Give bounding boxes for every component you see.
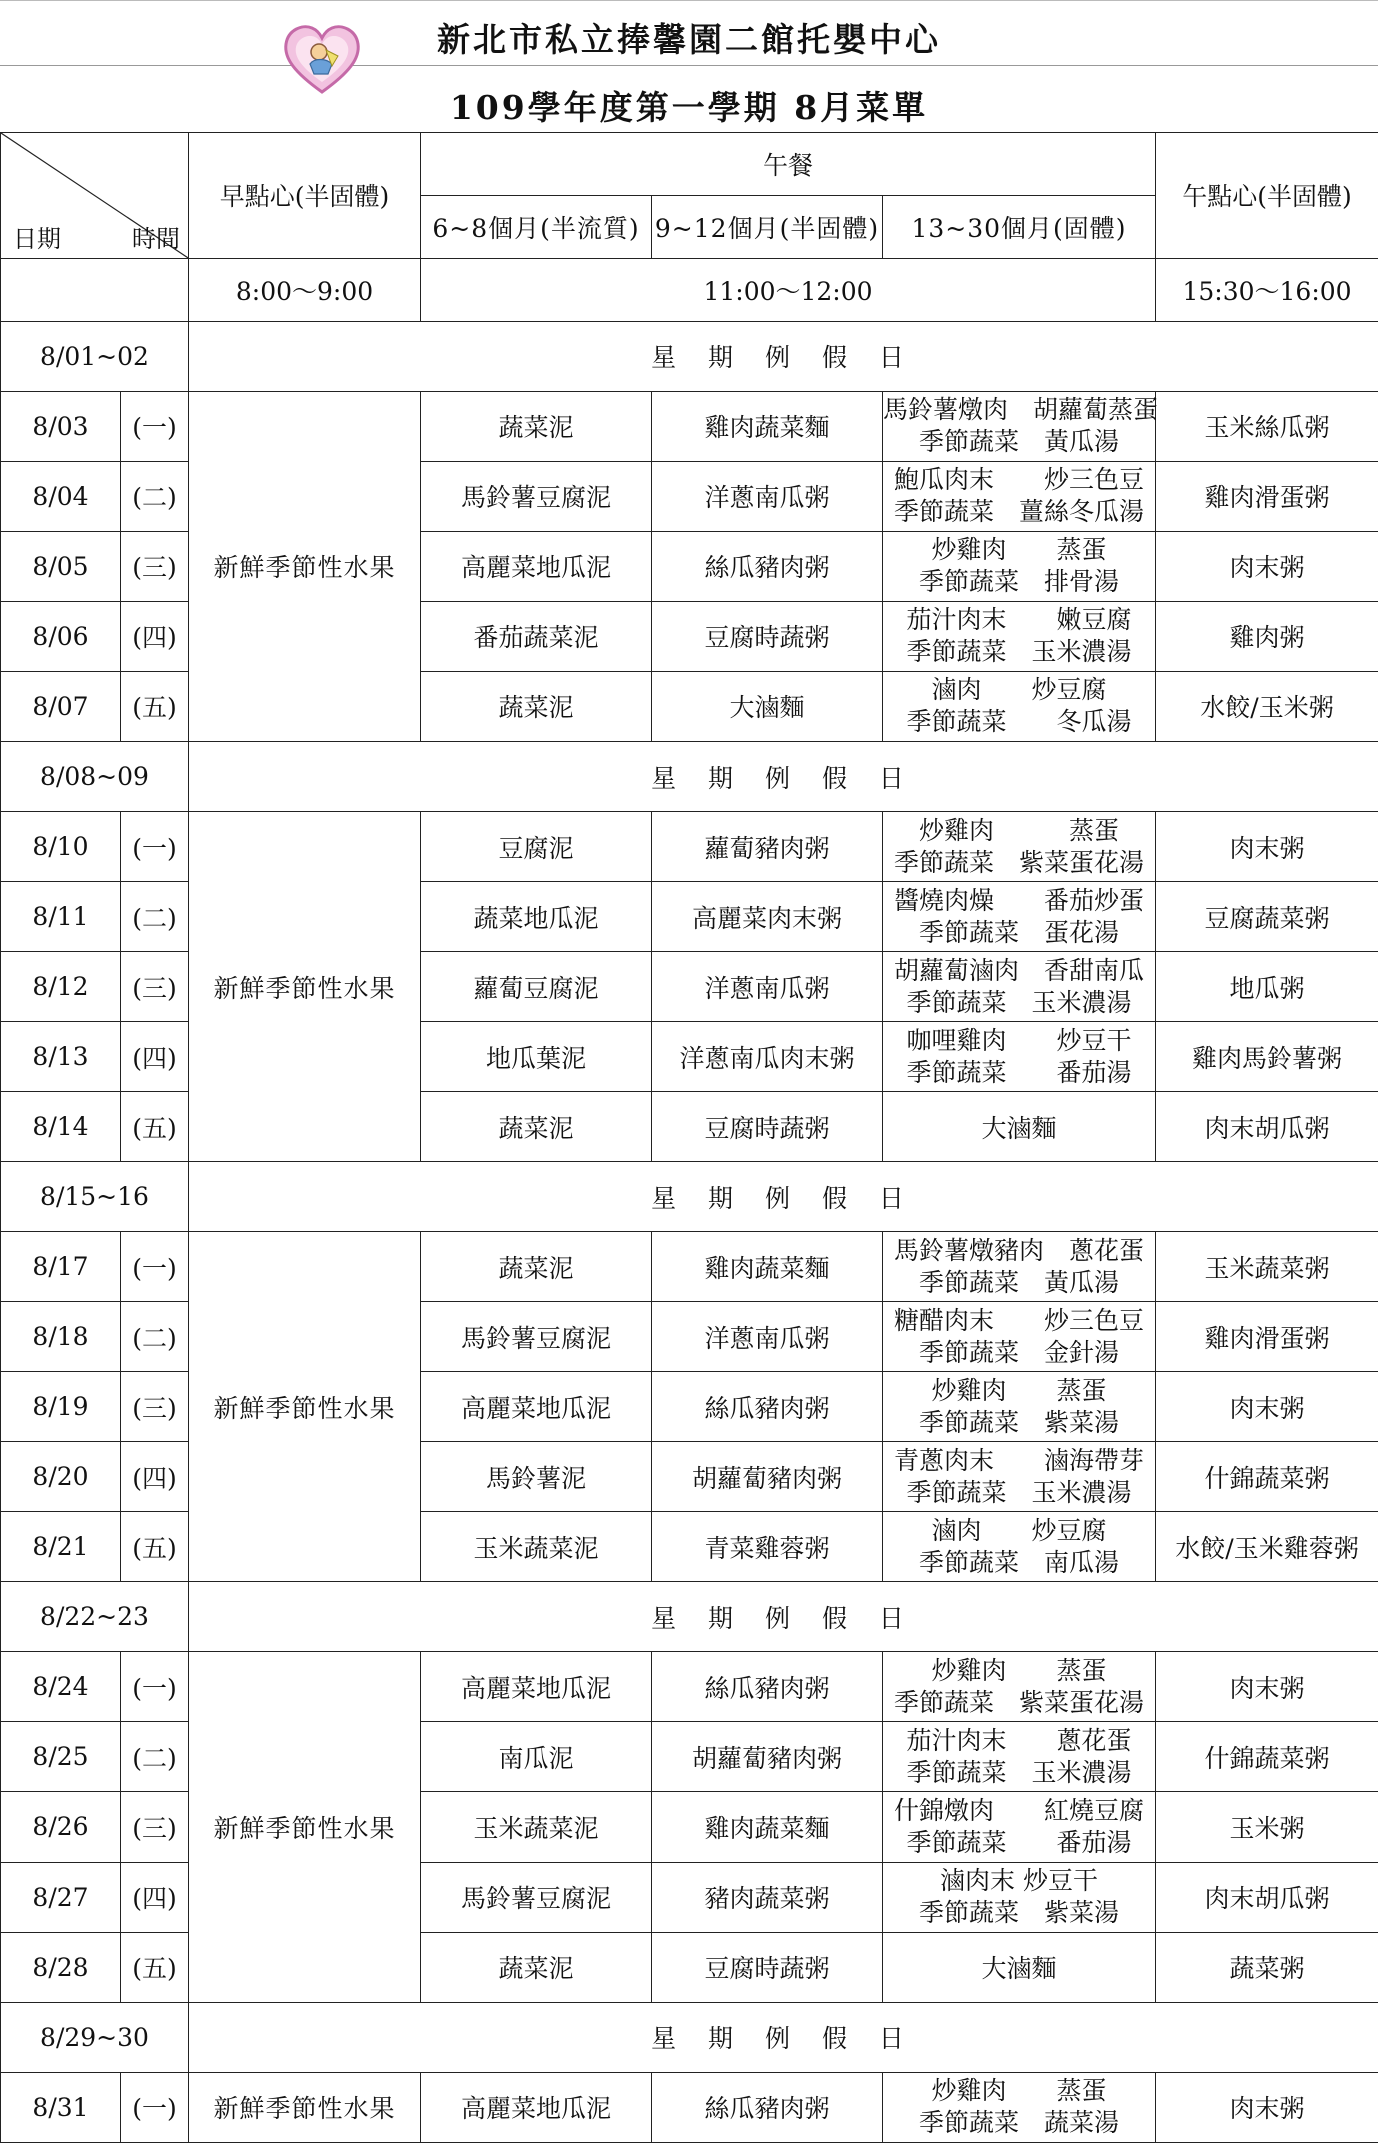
menu-header bbox=[0, 0, 1378, 132]
lunch-6-8-dish: 玉米蔬菜泥 bbox=[421, 1792, 652, 1862]
date-cell: 8/31 bbox=[1, 2072, 121, 2142]
weekday-cell: (二) bbox=[121, 882, 189, 952]
holiday-label: 星 期 例 假 日 bbox=[189, 2002, 1378, 2072]
menu-title: 109學年度第一學期 8月菜單 bbox=[449, 88, 929, 127]
lunch-13-30-line-1: 滷肉 炒豆腐 bbox=[931, 1515, 1107, 1545]
lunch-13-30-line-1: 鮑瓜肉末 炒三色豆 bbox=[894, 465, 1145, 495]
lunch-13-30-line-2: 季節蔬菜 蛋花湯 bbox=[919, 917, 1120, 947]
afternoon-snack-dish: 肉末粥 bbox=[1156, 1652, 1378, 1722]
afternoon-snack-dish: 玉米蔬菜粥 bbox=[1156, 1232, 1378, 1302]
breakfast-header: 早點心(半固體) bbox=[189, 133, 421, 259]
lunch-9-12-dish: 胡蘿蔔豬肉粥 bbox=[652, 1722, 883, 1792]
lunch-6-8-dish: 蔬菜泥 bbox=[421, 671, 652, 741]
holiday-row bbox=[1, 321, 1378, 391]
lunch-13-30-dishes bbox=[883, 1512, 1156, 1582]
lunch-13-30-line-2: 季節蔬菜 蔬菜湯 bbox=[919, 2108, 1120, 2138]
weekday-cell: (二) bbox=[121, 1722, 189, 1792]
date-cell: 8/27 bbox=[1, 1862, 121, 1932]
lunch-6-8-header: 6~8個月(半流質) bbox=[421, 195, 652, 258]
lunch-13-30-line-1: 炒雞肉 蒸蛋 bbox=[931, 2076, 1107, 2106]
lunch-header: 午餐 bbox=[421, 133, 1156, 196]
lunch-6-8-dish: 馬鈴薯豆腐泥 bbox=[421, 461, 652, 531]
lunch-13-30-line-2: 季節蔬菜 薑絲冬瓜湯 bbox=[894, 497, 1145, 527]
weekday-cell: (四) bbox=[121, 1862, 189, 1932]
afternoon-snack-dish: 什錦蔬菜粥 bbox=[1156, 1722, 1378, 1792]
day-row bbox=[1, 391, 1378, 461]
lunch-9-12-dish: 青菜雞蓉粥 bbox=[652, 1512, 883, 1582]
lunch-13-30-line-1: 醬燒肉燥 番茄炒蛋 bbox=[894, 885, 1145, 915]
holiday-row bbox=[1, 1162, 1378, 1232]
afternoon-snack-time: 15:30～16:00 bbox=[1156, 258, 1378, 321]
lunch-13-30-header: 13~30個月(固體) bbox=[883, 195, 1156, 258]
weekday-cell: (一) bbox=[121, 812, 189, 882]
holiday-date: 8/22~23 bbox=[1, 1582, 189, 1652]
afternoon-snack-dish: 肉末粥 bbox=[1156, 531, 1378, 601]
lunch-13-30-dishes bbox=[883, 531, 1156, 601]
lunch-9-12-dish: 豆腐時蔬粥 bbox=[652, 601, 883, 671]
lunch-9-12-dish: 絲瓜豬肉粥 bbox=[652, 1652, 883, 1722]
lunch-6-8-dish: 蘿蔔豆腐泥 bbox=[421, 952, 652, 1022]
holiday-row bbox=[1, 1582, 1378, 1652]
lunch-13-30-dishes bbox=[883, 1862, 1156, 1932]
lunch-13-30-line-2: 季節蔬菜 金針湯 bbox=[919, 1337, 1120, 1367]
afternoon-snack-dish: 雞肉馬鈴薯粥 bbox=[1156, 1022, 1378, 1092]
holiday-label: 星 期 例 假 日 bbox=[189, 1162, 1378, 1232]
lunch-13-30-line-1: 青蔥肉末 滷海帶芽 bbox=[894, 1445, 1145, 1475]
lunch-9-12-header: 9~12個月(半固體) bbox=[652, 195, 883, 258]
lunch-6-8-dish: 馬鈴薯豆腐泥 bbox=[421, 1302, 652, 1372]
lunch-13-30-dishes bbox=[883, 1022, 1156, 1092]
weekday-cell: (一) bbox=[121, 391, 189, 461]
date-cell: 8/03 bbox=[1, 391, 121, 461]
afternoon-snack-dish: 雞肉粥 bbox=[1156, 601, 1378, 671]
lunch-9-12-dish: 蘿蔔豬肉粥 bbox=[652, 812, 883, 882]
lunch-13-30-line-2: 季節蔬菜 黃瓜湯 bbox=[919, 1267, 1120, 1297]
lunch-6-8-dish: 馬鈴薯泥 bbox=[421, 1442, 652, 1512]
lunch-13-30-dishes bbox=[883, 671, 1156, 741]
lunch-13-30-line-2: 季節蔬菜 排骨湯 bbox=[919, 567, 1120, 597]
holiday-label: 星 期 例 假 日 bbox=[189, 742, 1378, 812]
date-cell: 8/24 bbox=[1, 1652, 121, 1722]
menu-table bbox=[0, 132, 1378, 2143]
weekday-cell: (三) bbox=[121, 531, 189, 601]
lunch-13-30-line-1: 滷肉末 炒豆干 bbox=[940, 1866, 1098, 1896]
morning-snack-fruit: 新鮮季節性水果 bbox=[189, 2072, 421, 2142]
lunch-6-8-dish: 南瓜泥 bbox=[421, 1722, 652, 1792]
lunch-13-30-line-2: 季節蔬菜 玉米濃湯 bbox=[906, 637, 1132, 667]
date-cell: 8/07 bbox=[1, 671, 121, 741]
afternoon-snack-dish: 肉末胡瓜粥 bbox=[1156, 1862, 1378, 1932]
breakfast-time: 8:00～9:00 bbox=[189, 258, 421, 321]
lunch-13-30-dishes bbox=[883, 1302, 1156, 1372]
lunch-13-30-dish: 大滷麵 bbox=[883, 1092, 1156, 1162]
lunch-9-12-dish: 大滷麵 bbox=[652, 671, 883, 741]
lunch-13-30-dishes bbox=[883, 2072, 1156, 2142]
afternoon-snack-dish: 地瓜粥 bbox=[1156, 952, 1378, 1022]
lunch-9-12-dish: 豬肉蔬菜粥 bbox=[652, 1862, 883, 1932]
lunch-6-8-dish: 蔬菜泥 bbox=[421, 1232, 652, 1302]
holiday-date: 8/15~16 bbox=[1, 1162, 189, 1232]
lunch-6-8-dish: 蔬菜泥 bbox=[421, 391, 652, 461]
lunch-13-30-line-2: 季節蔬菜 紫菜蛋花湯 bbox=[894, 847, 1145, 877]
day-row bbox=[1, 1652, 1378, 1722]
date-cell: 8/20 bbox=[1, 1442, 121, 1512]
lunch-13-30-line-1: 茄汁肉末 嫩豆腐 bbox=[906, 605, 1132, 635]
lunch-6-8-dish: 蔬菜泥 bbox=[421, 1092, 652, 1162]
afternoon-snack-dish: 肉末粥 bbox=[1156, 1372, 1378, 1442]
date-cell: 8/17 bbox=[1, 1232, 121, 1302]
lunch-13-30-dishes bbox=[883, 952, 1156, 1022]
morning-snack-fruit: 新鮮季節性水果 bbox=[189, 1232, 421, 1582]
lunch-6-8-dish: 蔬菜泥 bbox=[421, 1932, 652, 2002]
lunch-9-12-dish: 豆腐時蔬粥 bbox=[652, 1932, 883, 2002]
afternoon-snack-dish: 雞肉滑蛋粥 bbox=[1156, 1302, 1378, 1372]
lunch-13-30-dishes bbox=[883, 391, 1159, 461]
date-cell: 8/14 bbox=[1, 1092, 121, 1162]
lunch-6-8-dish: 番茄蔬菜泥 bbox=[421, 601, 652, 671]
date-cell: 8/21 bbox=[1, 1512, 121, 1582]
lunch-6-8-dish: 豆腐泥 bbox=[421, 812, 652, 882]
lunch-13-30-line-1: 糖醋肉末 炒三色豆 bbox=[894, 1305, 1145, 1335]
date-cell: 8/28 bbox=[1, 1932, 121, 2002]
lunch-13-30-dishes bbox=[883, 882, 1156, 952]
weekday-cell: (五) bbox=[121, 1092, 189, 1162]
holiday-date: 8/29~30 bbox=[1, 2002, 189, 2072]
lunch-6-8-dish: 馬鈴薯豆腐泥 bbox=[421, 1862, 652, 1932]
lunch-13-30-line-1: 馬鈴薯燉豬肉 蔥花蛋 bbox=[894, 1235, 1145, 1265]
lunch-9-12-dish: 絲瓜豬肉粥 bbox=[652, 2072, 883, 2142]
afternoon-snack-dish: 雞肉滑蛋粥 bbox=[1156, 461, 1378, 531]
weekday-cell: (三) bbox=[121, 1372, 189, 1442]
date-cell: 8/04 bbox=[1, 461, 121, 531]
lunch-9-12-dish: 雞肉蔬菜麵 bbox=[652, 1792, 883, 1862]
afternoon-snack-dish: 什錦蔬菜粥 bbox=[1156, 1442, 1378, 1512]
weekday-cell: (五) bbox=[121, 1932, 189, 2002]
weekday-cell: (三) bbox=[121, 952, 189, 1022]
lunch-13-30-line-2: 季節蔬菜 紫菜湯 bbox=[919, 1407, 1120, 1437]
lunch-6-8-dish: 玉米蔬菜泥 bbox=[421, 1512, 652, 1582]
lunch-13-30-line-2: 季節蔬菜 番茄湯 bbox=[906, 1057, 1132, 1087]
lunch-13-30-dishes bbox=[883, 1372, 1156, 1442]
weekday-cell: (五) bbox=[121, 671, 189, 741]
weekday-cell: (一) bbox=[121, 2072, 189, 2142]
lunch-13-30-line-2: 季節蔬菜 南瓜湯 bbox=[919, 1547, 1120, 1577]
lunch-9-12-dish: 雞肉蔬菜麵 bbox=[652, 1232, 883, 1302]
lunch-13-30-dishes bbox=[883, 601, 1156, 671]
day-row bbox=[1, 812, 1378, 882]
date-cell: 8/26 bbox=[1, 1792, 121, 1862]
afternoon-snack-dish: 肉末粥 bbox=[1156, 2072, 1378, 2142]
lunch-13-30-dishes bbox=[883, 1232, 1156, 1302]
lunch-13-30-line-1: 炒雞肉 蒸蛋 bbox=[931, 1375, 1107, 1405]
morning-snack-fruit: 新鮮季節性水果 bbox=[189, 391, 421, 741]
lunch-time: 11:00～12:00 bbox=[421, 258, 1156, 321]
lunch-9-12-dish: 豆腐時蔬粥 bbox=[652, 1092, 883, 1162]
lunch-9-12-dish: 胡蘿蔔豬肉粥 bbox=[652, 1442, 883, 1512]
lunch-13-30-line-1: 炒雞肉 蒸蛋 bbox=[931, 535, 1107, 565]
lunch-13-30-line-1: 馬鈴薯燉肉 胡蘿蔔蒸蛋 bbox=[883, 395, 1159, 425]
date-cell: 8/05 bbox=[1, 531, 121, 601]
weekday-cell: (二) bbox=[121, 461, 189, 531]
afternoon-snack-dish: 玉米絲瓜粥 bbox=[1156, 391, 1378, 461]
afternoon-snack-dish: 玉米粥 bbox=[1156, 1792, 1378, 1862]
afternoon-snack-header: 午點心(半固體) bbox=[1156, 133, 1378, 259]
lunch-6-8-dish: 高麗菜地瓜泥 bbox=[421, 531, 652, 601]
lunch-13-30-line-2: 季節蔬菜 玉米濃湯 bbox=[906, 1757, 1132, 1787]
time-column-label: 時間 bbox=[132, 225, 180, 253]
morning-snack-fruit: 新鮮季節性水果 bbox=[189, 812, 421, 1162]
date-cell: 8/06 bbox=[1, 601, 121, 671]
weekday-cell: (四) bbox=[121, 601, 189, 671]
date-cell: 8/11 bbox=[1, 882, 121, 952]
lunch-6-8-dish: 高麗菜地瓜泥 bbox=[421, 1652, 652, 1722]
date-cell: 8/19 bbox=[1, 1372, 121, 1442]
weekday-cell: (五) bbox=[121, 1512, 189, 1582]
holiday-label: 星 期 例 假 日 bbox=[189, 1582, 1378, 1652]
lunch-6-8-dish: 高麗菜地瓜泥 bbox=[421, 2072, 652, 2142]
lunch-9-12-dish: 絲瓜豬肉粥 bbox=[652, 531, 883, 601]
lunch-9-12-dish: 絲瓜豬肉粥 bbox=[652, 1372, 883, 1442]
date-cell: 8/12 bbox=[1, 952, 121, 1022]
day-row bbox=[1, 1232, 1378, 1302]
holiday-label: 星 期 例 假 日 bbox=[189, 321, 1378, 391]
holiday-row bbox=[1, 2002, 1378, 2072]
date-cell: 8/25 bbox=[1, 1722, 121, 1792]
lunch-6-8-dish: 高麗菜地瓜泥 bbox=[421, 1372, 652, 1442]
afternoon-snack-dish: 豆腐蔬菜粥 bbox=[1156, 882, 1378, 952]
lunch-13-30-dish: 大滷麵 bbox=[883, 1932, 1156, 2002]
lunch-13-30-line-2: 季節蔬菜 番茄湯 bbox=[906, 1827, 1132, 1857]
weekday-cell: (一) bbox=[121, 1652, 189, 1722]
lunch-13-30-line-1: 炒雞肉 蒸蛋 bbox=[931, 1655, 1107, 1685]
lunch-13-30-line-1: 咖哩雞肉 炒豆干 bbox=[906, 1025, 1132, 1055]
holiday-date: 8/01~02 bbox=[1, 321, 189, 391]
date-time-corner bbox=[1, 133, 189, 259]
afternoon-snack-dish: 肉末粥 bbox=[1156, 812, 1378, 882]
afternoon-snack-dish: 肉末胡瓜粥 bbox=[1156, 1092, 1378, 1162]
afternoon-snack-dish: 蔬菜粥 bbox=[1156, 1932, 1378, 2002]
lunch-13-30-line-2: 季節蔬菜 紫菜蛋花湯 bbox=[894, 1687, 1145, 1717]
lunch-13-30-dishes bbox=[883, 812, 1156, 882]
lunch-13-30-line-2: 季節蔬菜 黃瓜湯 bbox=[919, 427, 1120, 457]
center-title: 新北市私立捧馨園二館托嬰中心 bbox=[437, 20, 941, 59]
date-column-label: 日期 bbox=[13, 225, 61, 253]
lunch-9-12-dish: 洋蔥南瓜粥 bbox=[652, 952, 883, 1022]
lunch-6-8-dish: 地瓜葉泥 bbox=[421, 1022, 652, 1092]
weekday-cell: (四) bbox=[121, 1022, 189, 1092]
holiday-row bbox=[1, 742, 1378, 812]
date-cell: 8/13 bbox=[1, 1022, 121, 1092]
lunch-13-30-line-1: 胡蘿蔔滷肉 香甜南瓜 bbox=[894, 955, 1145, 985]
lunch-9-12-dish: 洋蔥南瓜肉末粥 bbox=[652, 1022, 883, 1092]
weekday-cell: (二) bbox=[121, 1302, 189, 1372]
lunch-13-30-line-1: 滷肉 炒豆腐 bbox=[931, 675, 1107, 705]
lunch-13-30-line-2: 季節蔬菜 紫菜湯 bbox=[919, 1898, 1120, 1928]
weekday-cell: (三) bbox=[121, 1792, 189, 1862]
lunch-13-30-dishes bbox=[883, 461, 1156, 531]
afternoon-snack-dish: 水餃/玉米雞蓉粥 bbox=[1156, 1512, 1378, 1582]
lunch-13-30-line-1: 炒雞肉 蒸蛋 bbox=[919, 815, 1120, 845]
weekday-cell: (一) bbox=[121, 1232, 189, 1302]
lunch-13-30-dishes bbox=[883, 1652, 1156, 1722]
lunch-13-30-line-1: 茄汁肉末 蔥花蛋 bbox=[906, 1725, 1132, 1755]
lunch-13-30-dishes bbox=[883, 1792, 1156, 1862]
date-cell: 8/18 bbox=[1, 1302, 121, 1372]
lunch-13-30-line-2: 季節蔬菜 冬瓜湯 bbox=[906, 707, 1132, 737]
holiday-date: 8/08~09 bbox=[1, 742, 189, 812]
weekday-cell: (四) bbox=[121, 1442, 189, 1512]
lunch-13-30-dishes bbox=[883, 1722, 1156, 1792]
lunch-13-30-line-1: 什錦燉肉 紅燒豆腐 bbox=[894, 1795, 1145, 1825]
lunch-13-30-dishes bbox=[883, 1442, 1156, 1512]
lunch-13-30-line-2: 季節蔬菜 玉米濃湯 bbox=[906, 1477, 1132, 1507]
lunch-9-12-dish: 洋蔥南瓜粥 bbox=[652, 461, 883, 531]
lunch-9-12-dish: 雞肉蔬菜麵 bbox=[652, 391, 883, 461]
date-cell: 8/10 bbox=[1, 812, 121, 882]
morning-snack-fruit: 新鮮季節性水果 bbox=[189, 1652, 421, 2002]
afternoon-snack-dish: 水餃/玉米粥 bbox=[1156, 671, 1378, 741]
time-row-label-empty bbox=[1, 258, 189, 321]
lunch-6-8-dish: 蔬菜地瓜泥 bbox=[421, 882, 652, 952]
lunch-9-12-dish: 高麗菜肉末粥 bbox=[652, 882, 883, 952]
lunch-13-30-line-2: 季節蔬菜 玉米濃湯 bbox=[906, 987, 1132, 1017]
lunch-9-12-dish: 洋蔥南瓜粥 bbox=[652, 1302, 883, 1372]
day-row bbox=[1, 2072, 1378, 2142]
